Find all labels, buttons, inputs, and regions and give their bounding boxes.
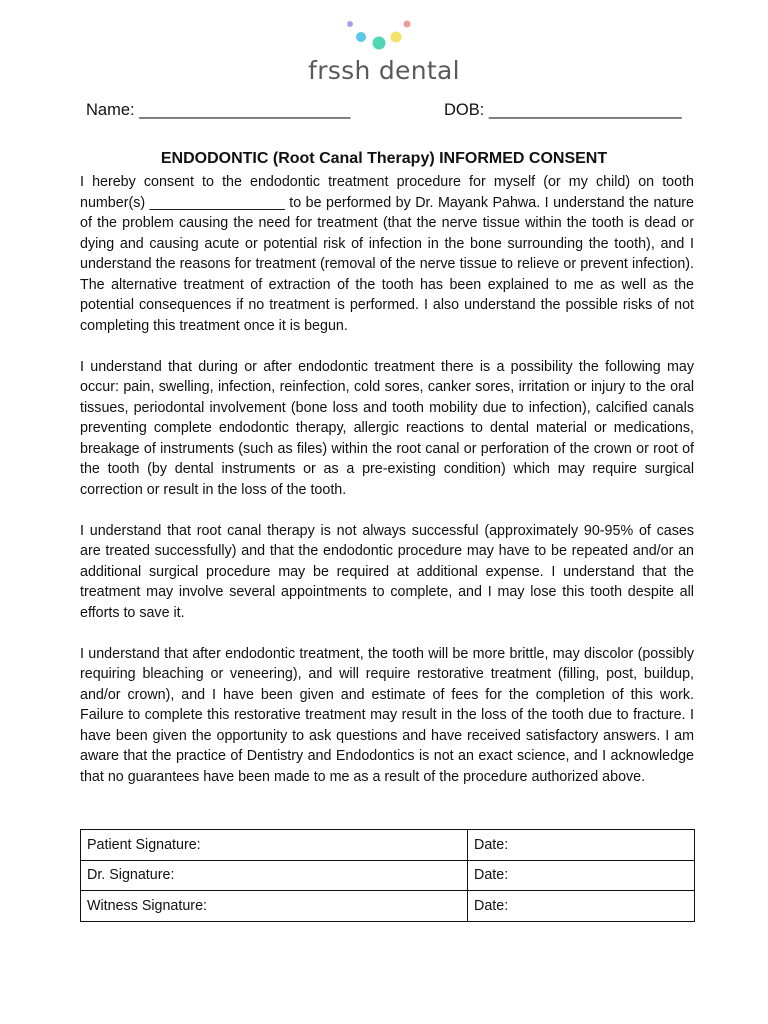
consent-paragraph: I hereby consent to the endodontic treatment procedure for myself (or my child) on tooth number(s) _________________ to be performed by Dr. Mayank Pahwa. I understand the nature of the problem causing the need for treatment (that the nerve tissue within the tooth is dead or dying and causing acute or potential risk of infection in the bone surrounding the tooth), and I understand the reasons for treatment (removal of the nerve tissue to relieve or prevent infection). The alternative treatment of extraction of the tooth has been explained to me as well as the potential consequences if no treatment is performed. I also understand the possible risks of not completing this treatment once it is begun.	[80, 174, 694, 334]
success-rate-paragraph: I understand that root canal therapy is not always successful (approximately 90-95% of cases are treated successfully) and that the endodontic procedure may have to be repeated and/or an additional surgical procedure may be required at additional expense. I understand that the treatment may involve several appointments to complete, and I may lose this tooth despite all efforts to save it.	[80, 522, 694, 621]
logo-dots-icon	[340, 18, 430, 54]
witness-signature-cell: Witness Signature:	[81, 891, 468, 922]
document-title: ENDODONTIC (Root Canal Therapy) INFORMED CONSENT	[160, 150, 608, 167]
patient-date-cell: Date:	[468, 830, 695, 861]
brand-name: frssh dental	[308, 56, 460, 85]
restoration-paragraph: I understand that after endodontic treatment, the tooth will be more brittle, may discolor (possibly requiring bleaching or veneering), and will require restorative treatment (filling, post, buildup, and/or crown), and I have been given and estimate of fees for the completion of this work. Failure to complete this restorative treatment may result in the loss of the tooth due to fracture. I have been given the opportunity to ask questions and have received satisfactory answers. I am aware that the practice of Dentistry and Endodontics is not an exact science, and I acknowledge that no guarantees have been made to me as a result of the procedure authorized above.	[80, 645, 694, 785]
logo-dot	[391, 32, 402, 43]
doctor-signature-cell: Dr. Signature:	[81, 860, 468, 891]
dob-field: DOB: _____________________	[444, 101, 682, 119]
risks-paragraph: I understand that during or after endodontic treatment there is a possibility the following may occur: pain, swelling, infection, reinfection, cold sores, canker sores, irritation or injury to the oral tissues, periodontal involvement (bone loss and tooth mobility due to infection), calcified canals preventing complete endodontic therapy, allergic reactions to dental material or medications, breakage of instruments (such as files) within the root canal or perforation of the crown or root of the tooth (by dental instruments or as a pre-existing condition) which may require surgical correction or result in the loss of the tooth.	[80, 358, 694, 498]
logo-dot	[404, 21, 411, 28]
name-field: Name: _______________________	[86, 101, 351, 119]
witness-date-cell: Date:	[468, 891, 695, 922]
patient-signature-cell: Patient Signature:	[81, 830, 468, 861]
logo-dot	[356, 32, 366, 42]
table-row	[81, 860, 695, 891]
table-row	[81, 830, 695, 861]
logo-dot	[373, 37, 386, 50]
consent-body	[80, 172, 694, 808]
signature-table	[80, 829, 695, 922]
table-row	[81, 891, 695, 922]
brand-logo	[0, 14, 768, 90]
doctor-date-cell: Date:	[468, 860, 695, 891]
logo-dot	[347, 21, 353, 27]
